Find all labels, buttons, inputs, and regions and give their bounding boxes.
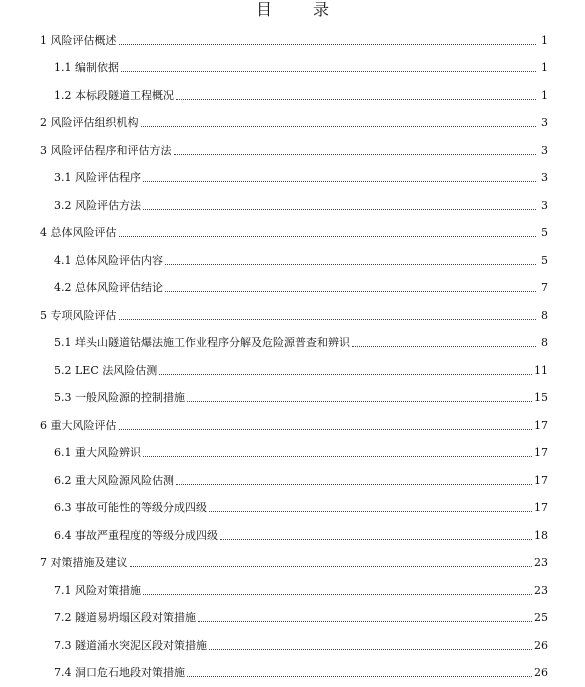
toc-entry-page: 17	[534, 446, 548, 459]
toc-entry-label: 4.1 总体风险评估内容	[54, 254, 163, 267]
toc-entry-page: 1	[541, 61, 548, 74]
dot-leader	[352, 345, 536, 347]
toc-entry-page: 23	[534, 584, 548, 597]
toc-entry[interactable]	[54, 637, 548, 653]
toc-entry-label: 7.3 隧道涌水突泥区段对策措施	[54, 639, 207, 652]
toc-entry-page: 3	[541, 116, 548, 129]
dot-leader	[165, 263, 536, 265]
toc-entry-page: 17	[534, 419, 548, 432]
toc-entry-label: 5.1 垟头山隧道钻爆法施工作业程序分解及危险源普查和辨识	[54, 336, 350, 349]
toc-entry-page: 8	[541, 336, 548, 349]
dot-leader	[187, 675, 532, 677]
toc-entry-label: 5.2 LEC 法风险估测	[54, 364, 158, 377]
toc-entry-label: 6.4 事故严重程度的等级分成四级	[54, 529, 218, 542]
toc-entry[interactable]	[54, 499, 548, 515]
page-title: 目 录	[255, 0, 348, 19]
toc-entry-page: 23	[534, 556, 548, 569]
dot-leader	[165, 290, 536, 292]
toc-entry[interactable]	[54, 334, 548, 350]
toc-entry[interactable]	[54, 252, 548, 268]
toc-entry-label: 6.3 事故可能性的等级分成四级	[54, 501, 207, 514]
dot-leader	[209, 648, 532, 650]
toc-entry[interactable]	[54, 582, 548, 598]
toc-entry-page: 17	[534, 501, 548, 514]
dot-leader	[143, 593, 532, 595]
toc-entry[interactable]	[40, 142, 548, 158]
dot-leader	[220, 538, 532, 540]
toc-entry-page: 5	[541, 226, 548, 239]
toc-entry-page: 15	[534, 391, 548, 404]
dot-leader	[119, 318, 537, 320]
toc-entry[interactable]	[54, 389, 548, 405]
dot-leader	[143, 455, 532, 457]
toc-entry-label: 6 重大风险评估	[40, 419, 117, 432]
dot-leader	[141, 125, 537, 127]
toc-entry-label: 7.2 隧道易坍塌区段对策措施	[54, 611, 196, 624]
toc-entry-label: 4.2 总体风险评估结论	[54, 281, 163, 294]
toc-entry-label: 5 专项风险评估	[40, 309, 117, 322]
dot-leader	[198, 620, 532, 622]
toc-entry-label: 3.2 风险评估方法	[54, 199, 141, 212]
toc-entry-label: 3.1 风险评估程序	[54, 171, 141, 184]
toc-entry-label: 7.1 风险对策措施	[54, 584, 141, 597]
toc-entry-label: 3 风险评估程序和评估方法	[40, 144, 172, 157]
toc-entry[interactable]	[54, 197, 548, 213]
dot-leader	[174, 153, 537, 155]
toc-entry[interactable]	[54, 527, 548, 543]
dot-leader	[143, 180, 536, 182]
dot-leader	[176, 98, 536, 100]
toc-entry-page: 5	[541, 254, 548, 267]
dot-leader	[176, 483, 532, 485]
toc-entry[interactable]	[54, 444, 548, 460]
toc-entry-label: 7 对策措施及建议	[40, 556, 128, 569]
dot-leader	[130, 565, 533, 567]
dot-leader	[159, 373, 532, 375]
toc-entry-label: 2 风险评估组织机构	[40, 116, 139, 129]
dot-leader	[143, 208, 536, 210]
toc-entry-page: 17	[534, 474, 548, 487]
toc-entry-page: 26	[534, 639, 548, 652]
toc-entry[interactable]	[54, 279, 548, 295]
toc-entry-page: 3	[541, 171, 548, 184]
toc-entry-page: 7	[541, 281, 548, 294]
dot-leader	[121, 70, 536, 72]
toc-entry[interactable]	[54, 59, 548, 75]
toc-entry-label: 1.1 编制依据	[54, 61, 119, 74]
toc-entry-label: 4 总体风险评估	[40, 226, 117, 239]
toc-entry-page: 3	[541, 199, 548, 212]
toc-entry[interactable]	[40, 417, 548, 433]
dot-leader	[119, 43, 537, 45]
toc-entry[interactable]	[54, 472, 548, 488]
toc-entry-label: 1 风险评估概述	[40, 34, 117, 47]
toc-entry-page: 1	[541, 89, 548, 102]
toc-entry-label: 6.1 重大风险辨识	[54, 446, 141, 459]
dot-leader	[209, 510, 532, 512]
toc-entry-page: 11	[534, 364, 548, 377]
toc-entry-page: 1	[541, 34, 548, 47]
toc-entry[interactable]	[40, 32, 548, 48]
toc-entry[interactable]	[54, 609, 548, 625]
toc-entry-page: 18	[534, 529, 548, 542]
toc-entry-label: 5.3 一般风险源的控制措施	[54, 391, 185, 404]
toc-entry[interactable]	[40, 114, 548, 130]
toc-entry-page: 26	[534, 666, 548, 679]
dot-leader	[119, 235, 537, 237]
dot-leader	[119, 428, 533, 430]
toc-entry[interactable]	[40, 307, 548, 323]
toc-entry-page: 8	[541, 309, 548, 322]
toc-entry[interactable]	[40, 554, 548, 570]
toc-entry[interactable]	[40, 224, 548, 240]
toc-entry[interactable]	[54, 362, 548, 378]
toc-entry-page: 25	[534, 611, 548, 624]
toc-entry[interactable]	[54, 664, 548, 680]
toc-entry[interactable]	[54, 169, 548, 185]
toc-entry-label: 7.4 洞口危石地段对策措施	[54, 666, 185, 679]
toc-entry-label: 6.2 重大风险源风险估测	[54, 474, 174, 487]
toc-entry-label: 1.2 本标段隧道工程概况	[54, 89, 174, 102]
toc-entry-page: 3	[541, 144, 548, 157]
dot-leader	[187, 400, 532, 402]
toc-entry[interactable]	[54, 87, 548, 103]
